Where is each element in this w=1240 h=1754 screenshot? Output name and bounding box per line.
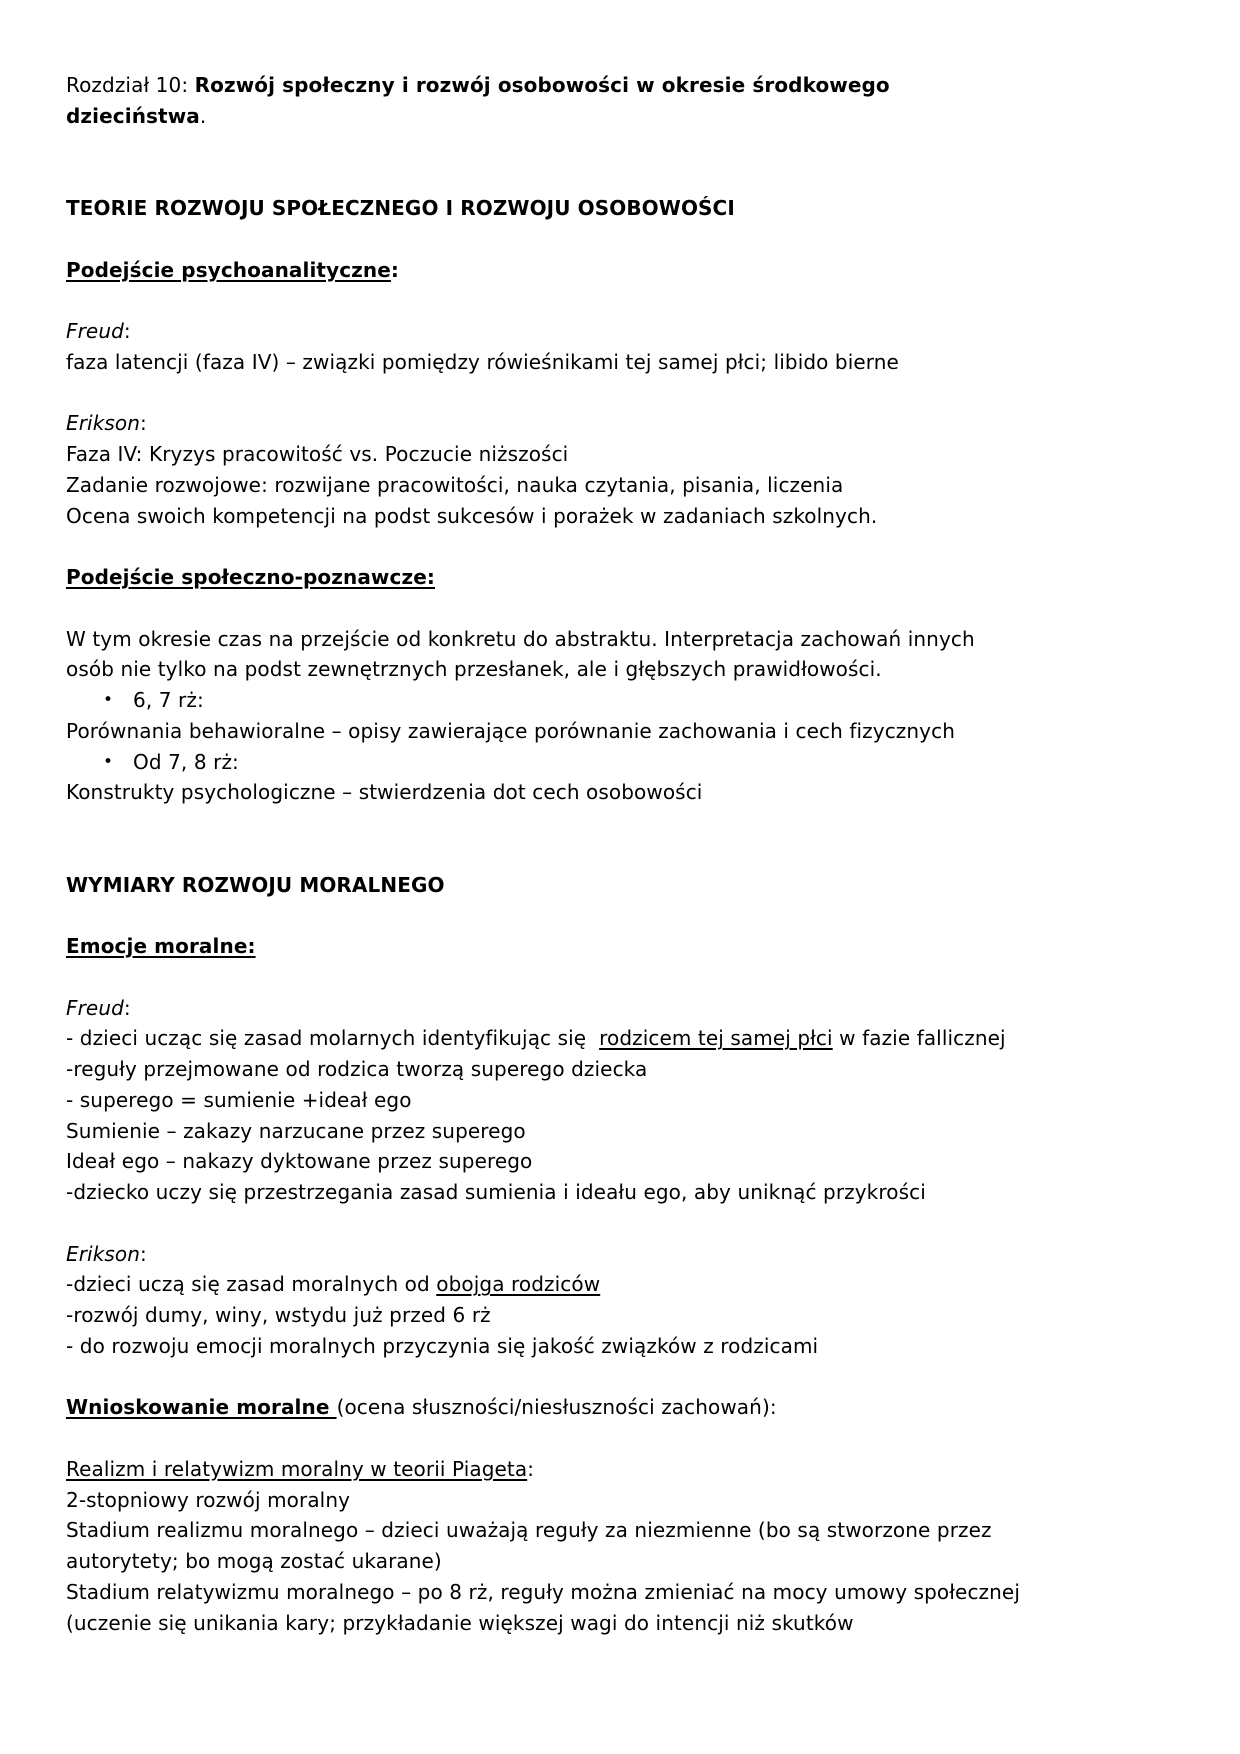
text-line: [66, 1146, 1182, 1177]
blank-line: [66, 962, 1182, 993]
text-run: Emocje moralne:: [66, 934, 256, 958]
text-run: Podejście psychoanalityczne: [66, 257, 391, 282]
blank-line: [66, 808, 1182, 839]
text-line: [66, 1116, 1182, 1147]
text-line: [66, 777, 1182, 808]
blank-line: [66, 162, 1182, 193]
bullet-line: [66, 685, 1182, 716]
bullet-marker-icon: •: [103, 690, 114, 710]
text-run: :: [390, 257, 400, 282]
text-run: Ideał ego – nakazy dyktowane przez superego: [66, 1149, 533, 1174]
text-line: [66, 101, 1182, 132]
text-line: [66, 1454, 1182, 1485]
text-run: - superego = sumienie +ideał ego: [66, 1087, 412, 1112]
text-line: [66, 716, 1182, 747]
text-run: Freud: [66, 319, 124, 343]
text-line: [66, 1485, 1182, 1516]
blank-line: [66, 1208, 1182, 1239]
text-run: -dzieci uczą się zasad moralnych od: [66, 1272, 437, 1297]
text-run: Faza IV: Kryzys pracowitość vs. Poczucie niższości: [66, 442, 569, 466]
text-line: [66, 501, 1182, 532]
text-run: 2-stopniowy rozwój moralny: [66, 1487, 351, 1512]
blank-line: [66, 531, 1182, 562]
text-line: [66, 255, 1182, 286]
bullet-marker-icon: •: [103, 751, 114, 772]
text-line: [66, 70, 1182, 101]
text-run: :: [527, 1456, 535, 1481]
text-line: [66, 1392, 1182, 1423]
text-line: [66, 1177, 1182, 1208]
blank-line: [66, 378, 1182, 409]
blank-line: [66, 1423, 1182, 1454]
text-line: [66, 408, 1182, 439]
text-run: Stadium relatywizmu moralnego – po 8 rż, reguły można zmieniać na mocy umowy społecznej: [66, 1579, 1020, 1604]
text-run: Realizm i relatywizm moralny w teorii Piageta: [66, 1456, 528, 1481]
text-line: [66, 1085, 1182, 1116]
text-run: TEORIE ROZWOJU SPOŁECZNEGO I ROZWOJU OSOBOWOŚCI: [66, 196, 735, 220]
text-run: dzieciństwa: [66, 103, 200, 128]
text-run: - do rozwoju emocji moralnych przyczynia się jakość związków z rodzicami: [66, 1333, 819, 1358]
text-line: [66, 439, 1182, 470]
text-line: [66, 870, 1182, 901]
text-run: rodzicem tej samej płci: [599, 1026, 833, 1051]
text-line: [66, 654, 1182, 685]
text-line: [66, 1577, 1182, 1608]
text-run: Erikson: [66, 1241, 141, 1266]
text-run: 6, 7 rż:: [133, 688, 204, 712]
bullet-line: [66, 747, 1182, 778]
text-run: Ocena swoich kompetencji na podst sukcesów i porażek w zadaniach szkolnych.: [66, 503, 878, 528]
blank-line: [66, 285, 1182, 316]
text-run: Konstrukty psychologiczne – stwierdzenia dot cech osobowości: [66, 780, 703, 805]
text-run: Porównania behawioralne – opisy zawierające porównanie zachowania i cech fizycznych: [66, 718, 955, 743]
blank-line: [66, 593, 1182, 624]
text-run: obojga rodziców: [436, 1272, 601, 1297]
text-line: [66, 193, 1182, 224]
text-run: autorytety; bo mogą zostać ukarane): [66, 1549, 442, 1573]
text-line: [66, 993, 1182, 1024]
text-run: osób nie tylko na podst zewnętrznych przesłanek, ale i głębszych prawidłowości.: [66, 657, 882, 682]
blank-line: [66, 1362, 1182, 1393]
text-run: Zadanie rozwojowe: rozwijane pracowitości, nauka czytania, pisania, liczenia: [66, 472, 844, 497]
text-line: [66, 1515, 1182, 1546]
text-line: [66, 624, 1182, 655]
text-line: [66, 1546, 1182, 1577]
text-run: -reguły przejmowane od rodzica tworzą superego dziecka: [66, 1057, 648, 1081]
text-run: (uczenie się unikania kary; przykładanie większej wagi do intencji niż skutków: [66, 1610, 854, 1635]
text-run: faza latencji (faza IV) – związki pomiędzy rówieśnikami tej samej płci; libido bierne: [66, 349, 899, 374]
text-line: [66, 1023, 1182, 1054]
text-run: Sumienie – zakazy narzucane przez superego: [66, 1118, 526, 1143]
text-line: [66, 1269, 1182, 1300]
text-run: Freud: [66, 995, 124, 1020]
text-run: :: [123, 319, 131, 343]
text-line: [66, 1300, 1182, 1331]
text-line: [66, 347, 1182, 378]
text-line: [66, 470, 1182, 501]
text-run: W tym okresie czas na przejście od konkretu do abstraktu. Interpretacja zachowań innych: [66, 626, 975, 651]
text-run: Erikson: [66, 411, 141, 436]
text-run: -dziecko uczy się przestrzegania zasad sumienia i ideału ego, aby uniknąć przykrości: [66, 1180, 926, 1204]
text-run: .: [199, 103, 207, 128]
blank-line: [66, 900, 1182, 931]
text-run: Rozwój społeczny i rozwój osobowości w okresie środkowego: [194, 73, 890, 97]
document-body: [66, 70, 1182, 1638]
text-line: [66, 562, 1182, 593]
text-run: :: [140, 411, 147, 436]
text-line: [66, 1054, 1182, 1085]
text-line: [66, 931, 1182, 962]
blank-line: [66, 839, 1182, 870]
text-run: (ocena słuszności/niesłuszności zachowań):: [336, 1395, 777, 1420]
text-run: -rozwój dumy, winy, wstydu już przed 6 rż: [66, 1303, 491, 1327]
text-run: Stadium realizmu moralnego – dzieci uważają reguły za niezmienne (bo są stworzone przez: [66, 1518, 992, 1543]
text-run: WYMIARY ROZWOJU MORALNEGO: [66, 872, 445, 897]
text-line: [66, 1239, 1182, 1270]
text-run: Rozdział 10:: [66, 73, 195, 97]
text-run: Podejście społeczno-poznawcze:: [66, 565, 435, 589]
blank-line: [66, 224, 1182, 255]
text-run: :: [123, 995, 131, 1020]
text-run: w fazie fallicznej: [832, 1026, 1006, 1051]
text-run: Od 7, 8 rż:: [133, 749, 239, 774]
text-run: :: [140, 1241, 147, 1266]
text-run: - dzieci ucząc się zasad molarnych identyfikując się: [66, 1026, 600, 1051]
text-run: Wnioskowanie moralne: [66, 1395, 337, 1420]
text-line: [66, 1608, 1182, 1639]
text-line: [66, 316, 1182, 347]
text-line: [66, 1331, 1182, 1362]
blank-line: [66, 132, 1182, 163]
